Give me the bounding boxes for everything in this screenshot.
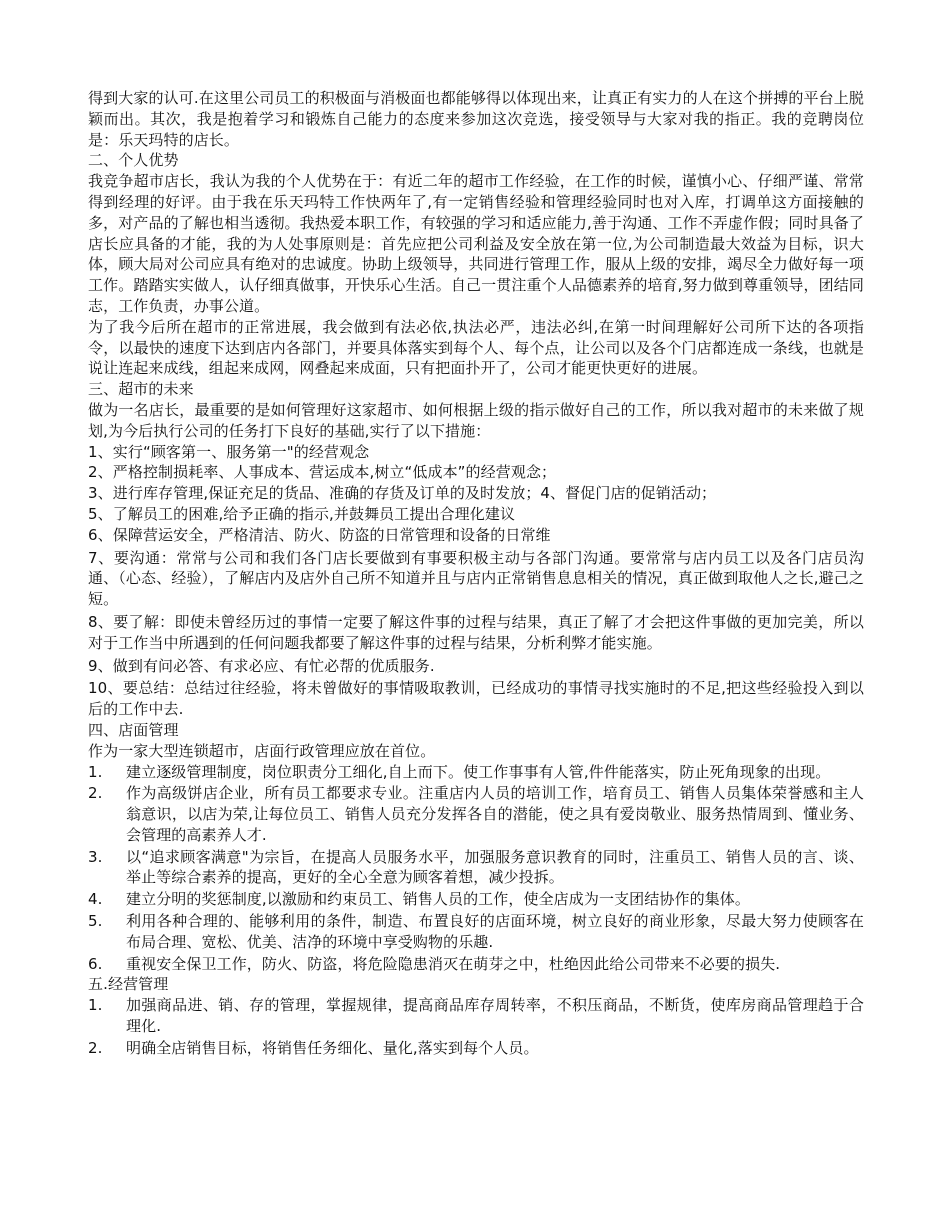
future-plan-paragraph: 做为一名店长，最重要的是如何管理好这家超市、如何根据上级的指示做好自己的工作，所以我对超市的未来做了规划,为今后执行公司的任务打下良好的基础,实行了以下措施： [88,400,864,440]
list-item-text: 明确全店销售目标，将销售任务细化、量化,落实到每个人员。 [126,1038,539,1057]
list-item-text: 建立分明的奖惩制度,以激励和约束员工、销售人员的工作，使全店成为一支团结协作的集体。 [126,890,750,909]
section-heading-business-management: 五.经营管理 [88,975,169,994]
list-item-text: 以“追求顾客满意"为宗旨，在提高人员服务水平，加强服务意识教育的同时，注重员工、销售人员的言、谈、举止等综合素养的提高，更好的全心全意为顾客着想，减少投拆。 [126,847,864,887]
section-heading-supermarket-future: 三、超市的未来 [88,380,194,399]
list-item-number: 5. [88,912,103,931]
list-item-text: 利用各种合理的、能够利用的条件，制造、布置良好的店面环境，树立良好的商业形象，尽最大努力使顾客在布局合理、宽松、优美、洁净的环境中享受购物的乐趣. [126,912,864,951]
personal-advantages-paragraph: 我竞争超市店长，我认为我的个人优势在于：有近二年的超市工作经验，在工作的时候，谨慎小心、仔细严谨、常常得到经理的好评。由于我在乐天玛特工作快两年了,有一定销售经验和管理经验同时也对入库，打调单这方面接触的多，对产品的了解也相当透彻。我热爱本职工作，有较强的学习和适应能力,善于沟通、工作不弄虚作假；同时具备了店长应具备的才能，我的为人处事原则是：首先应把公司利益及安全放在第一位,为公司制造最大效益为目标，识大体，顾大局对公司应具有绝对的忠诚度。协助上级领导，共同进行管理工作，服从上级的安排，竭尽全力做好每一项工作。踏踏实实做人，认仔细真做事，开快乐心生活。自己一贯注重个人品德素养的培育,努力做到尊重领导，团结同志，工作负责，办事公道。 [88,172,864,315]
measure-item-9: 9、做到有问必答、有求必应、有忙必帮的优质服务. [88,656,435,675]
store-management-list [88,762,864,975]
measure-item-3: 3、进行库存管理,保证充足的货品、准确的存货及订单的及时发放；4、督促门店的促销活动； [88,484,717,503]
intro-paragraph: 得到大家的认可.在这里公司员工的积极面与消极面也都能够得以体现出来，让真正有实力的人在这个拼搏的平台上脱颖而出。其次，我是抱着学习和锻炼自己能力的态度来参加这次竞选，接受领导与大家对我的指正。我的竞聘岗位是：乐天玛特的店长。 [88,89,864,149]
list-item [88,889,864,910]
measure-item-5: 5、了解员工的困难,给予正确的指示,并鼓舞员工提出合理化建议 [88,504,516,523]
list-item-text: 加强商品进、销、存的管理，掌握规律，提高商品库存周转率，不积压商品，不断货，使库房商品管理趋于合理化. [126,996,864,1036]
list-item-number: 1. [88,996,103,1015]
list-item-number: 2. [88,1038,103,1057]
measure-item-2: 2、严格控制损耗率、人事成本、营运成本,树立“低成本”的经营观念； [88,463,557,482]
measure-item-8: 8、要了解：即使未曾经历过的事情一定要了解这件事的过程与结果，真正了解了才会把这件事做的更加完美，所以对于工作当中所遇到的任何问题我都要了解这件事的过程与结果，分析利弊才能实施。 [88,612,864,652]
list-item-number: 4. [88,890,103,909]
list-item-number: 3. [88,847,103,866]
list-item-number: 2. [88,784,103,803]
list-item [88,762,864,783]
measure-item-1: 1、实行“顾客第一、服务第一"的经营观念 [88,442,370,461]
section-heading-store-management: 四、店面管理 [88,720,179,739]
measure-item-10: 10、要总结：总结过往经验，将未曾做好的事情吸取教训，已经成功的事情寻找实施时的不足,把这些经验投入到以后的工作中去. [88,679,864,719]
list-item-text: 重视安全保卫工作，防火、防盗，将危险隐患消灭在萌芽之中，杜绝因此给公司带来不必要的损失. [126,954,781,973]
store-development-paragraph: 为了我今后所在超市的正常进展，我会做到有法必依,执法必严，违法必纠,在第一时间理解好公司所下达的各项指令，以最快的速度下达到店内各部门，并要具体落实到每个人、每个点，让公司以及各个门店都连成一条线，也就是说让连起来成线，组起来成网，网叠起来成面，只有把面扑开了，公司才能更快更好的进展。 [88,317,864,378]
list-item [88,1038,864,1059]
store-management-intro: 作为一家大型连锁超市，店面行政管理应放在首位。 [88,741,436,760]
business-management-list [88,995,864,1058]
list-item [88,847,864,889]
list-item-number: 1. [88,762,103,781]
list-item [88,954,864,975]
document-page [88,88,864,1059]
list-item [88,911,864,953]
measure-item-7: 7、要沟通：常常与公司和我们各门店长要做到有事要积极主动与各部门沟通。要常常与店内员工以及各门店员沟通、（心态、经验），了解店内及店外自己所不知道并且与店内正常销售息息相关的情况，真正做到取他人之长,避己之短。 [88,548,864,609]
list-item-text: 建立逐级管理制度，岗位职责分工细化,自上而下。使工作事事有人管,件件能落实，防止死角现象的出现。 [126,762,831,781]
measure-item-6: 6、保障营运安全，严格清洁、防火、防盗的日常管理和设备的日常维 [88,525,551,544]
list-item-number: 6. [88,954,103,973]
list-item-text: 作为高级饼店企业，所有员工都要求专业。注重店内人员的培训工作，培育员工、销售人员集体荣誉感和主人翁意识，以店为荣,让每位员工、销售人员充分发挥各自的潜能，使之具有爱岗敬业、服务热情周到、懂业务、会管理的高素养人才. [126,784,864,844]
section-heading-personal-advantages: 二、个人优势 [88,151,179,170]
list-item [88,995,864,1037]
list-item [88,783,864,845]
